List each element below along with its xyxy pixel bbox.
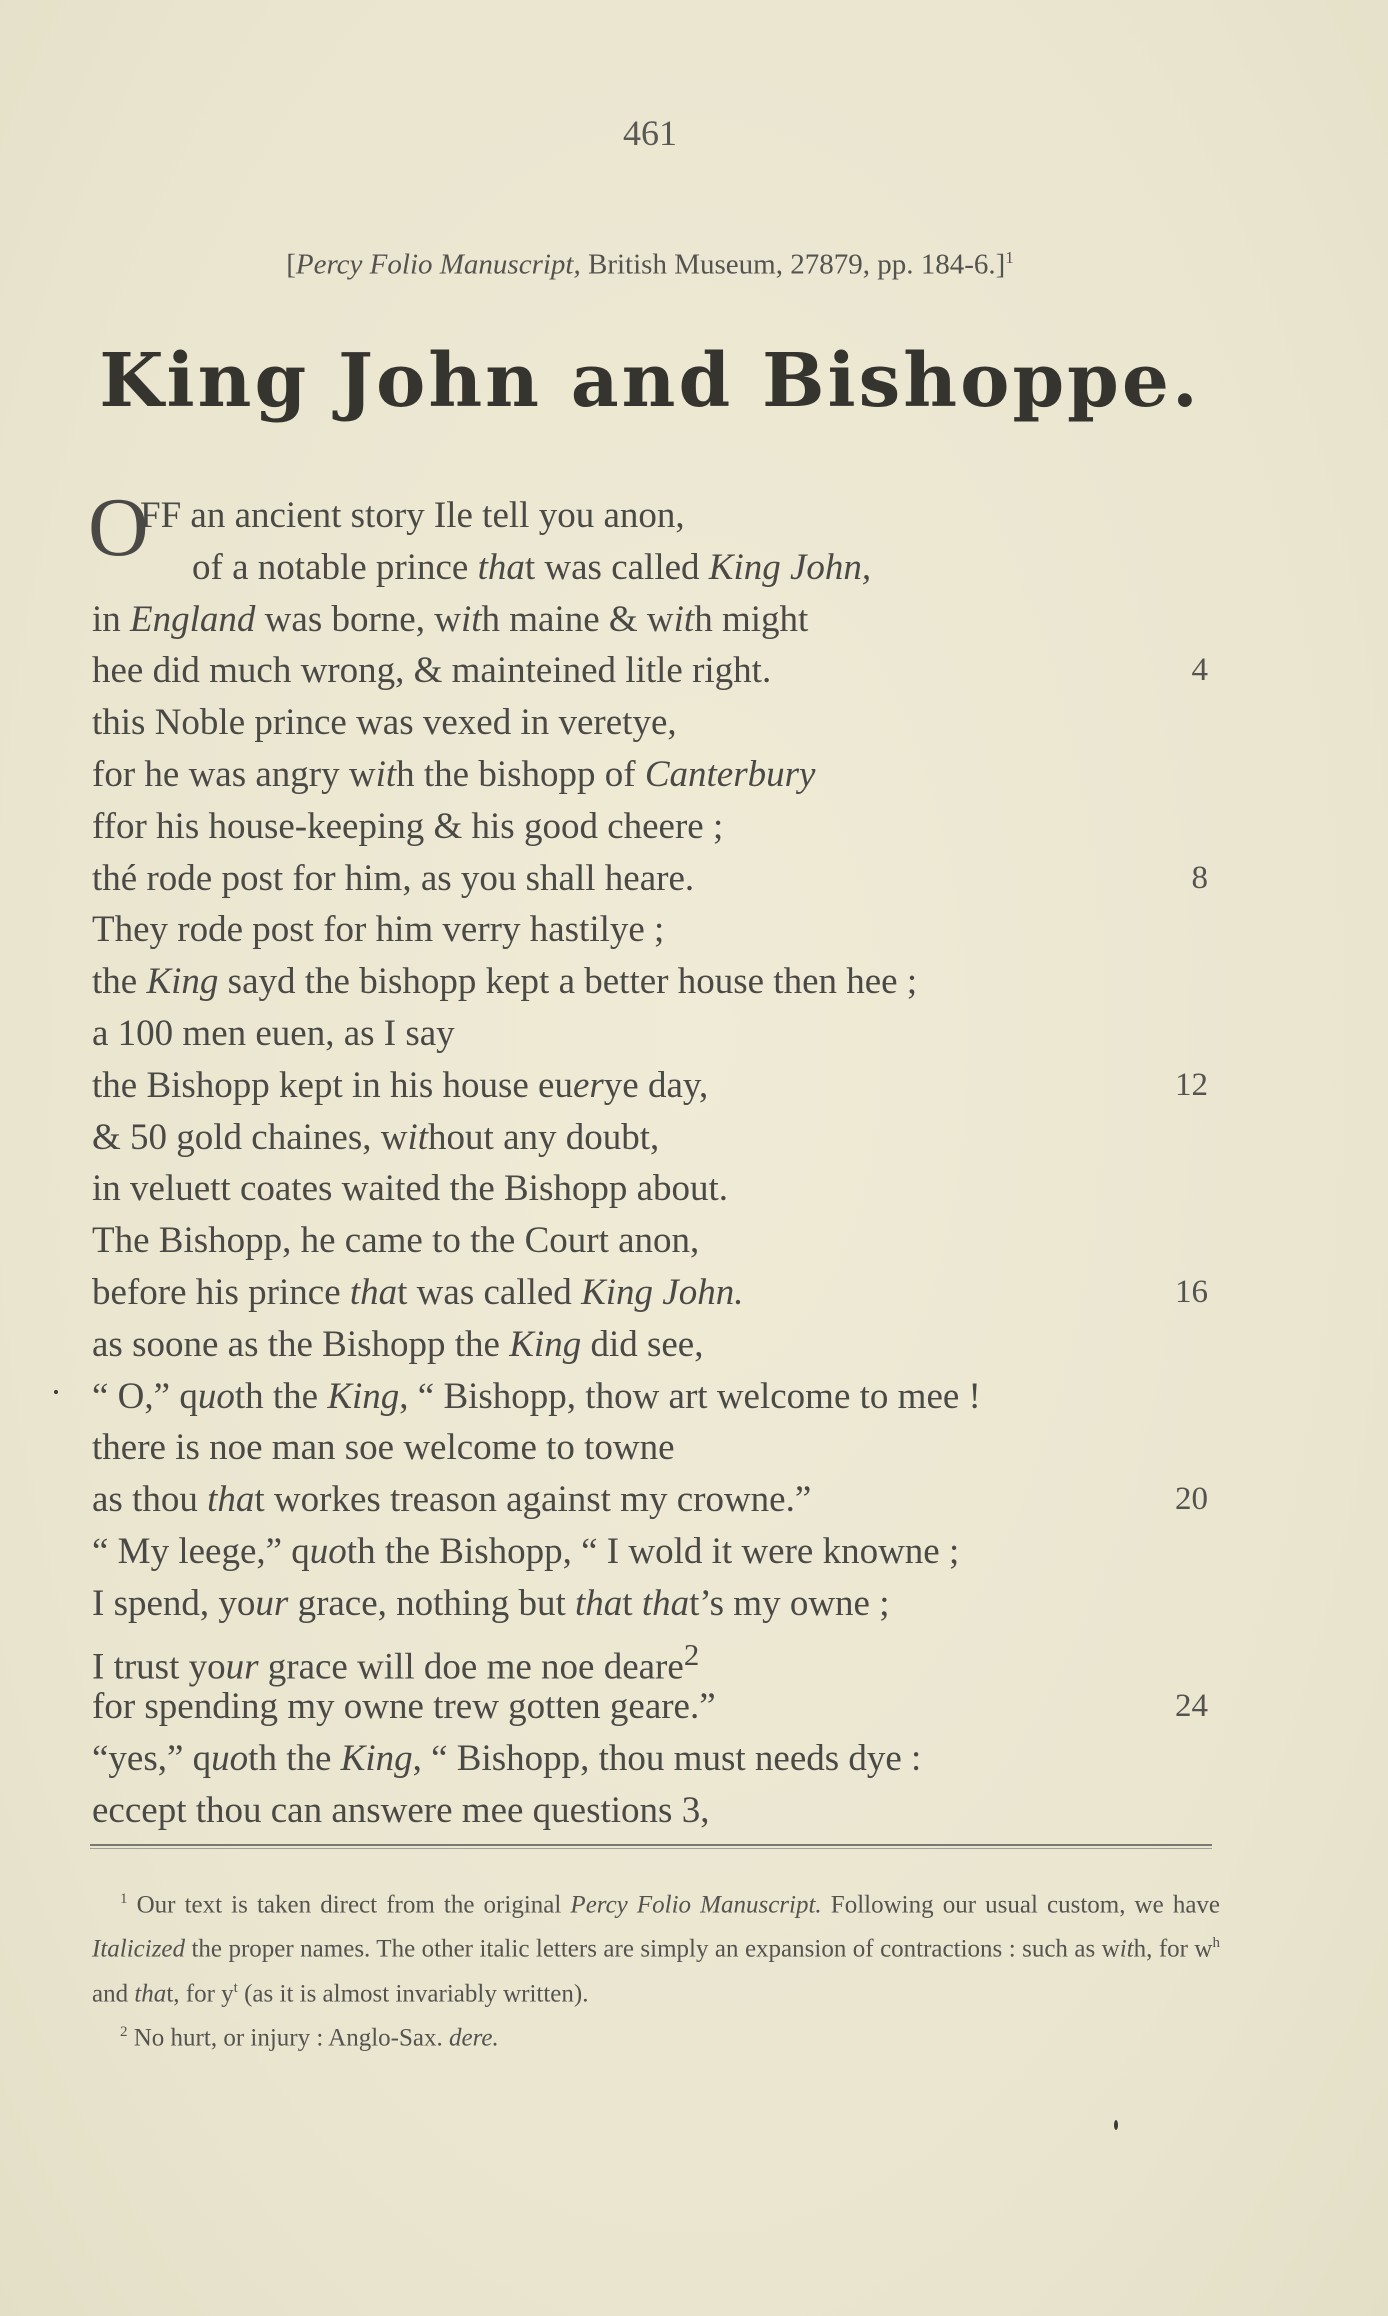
text-segment: No hurt, or injury : Anglo-Sax. xyxy=(127,2024,450,2052)
line-number: 12 xyxy=(1175,1066,1208,1103)
poem-line xyxy=(92,1008,1222,1060)
text-segment: hee did much wrong, & mainteined litle right. xyxy=(92,650,772,692)
text-segment: t xyxy=(622,1582,642,1624)
italic-text: tha xyxy=(207,1479,255,1521)
text-segment: in veluett coates waited the Bishopp about. xyxy=(92,1168,729,1210)
text-segment: & 50 gold chaines, w xyxy=(92,1116,408,1158)
text-segment: t, for y xyxy=(166,1979,234,2007)
text-segment: grace will doe me noe deare xyxy=(258,1645,684,1687)
poem-line xyxy=(92,904,1222,956)
italic-text: King xyxy=(509,1323,582,1365)
poem-line xyxy=(92,1785,1222,1837)
text-segment: sayd the bishopp kept a better house then hee ; xyxy=(218,961,918,1003)
text-segment: h, for w xyxy=(1133,1935,1213,1963)
source-details: British Museum, 27879, pp. 184-6.] xyxy=(580,248,1006,281)
italic-text: it xyxy=(407,1116,429,1158)
superscript: t xyxy=(233,1979,238,1996)
text-segment: hout any doubt, xyxy=(428,1116,660,1158)
source-open-bracket: [ xyxy=(286,248,296,281)
text-segment: Following our usual custom, we have xyxy=(821,1891,1221,1919)
text-segment: this Noble prince was vexed in veretye, xyxy=(92,702,677,744)
text-segment: th the xyxy=(248,1738,341,1780)
poem-line xyxy=(92,697,1222,749)
footnote-marker: 2 xyxy=(120,2023,128,2040)
text-segment: FF an ancient story Ile tell you anon, xyxy=(140,495,685,536)
footnote-1 xyxy=(92,1880,1220,2013)
text-segment: ye day, xyxy=(603,1064,709,1106)
italic-text: tha xyxy=(477,546,525,588)
poem-line xyxy=(92,1215,1222,1267)
italic-text: ur xyxy=(255,1582,289,1624)
text-segment: “yes,” q xyxy=(92,1738,212,1780)
italic-text: King xyxy=(340,1738,413,1780)
italic-text: er xyxy=(572,1064,604,1106)
poem-line xyxy=(92,1422,1222,1474)
page-number: 461 xyxy=(623,113,677,153)
text-segment: “ My leege,” q xyxy=(92,1530,310,1572)
poem-line xyxy=(92,1474,1222,1526)
text-segment: The Bishopp, he came to the Court anon, xyxy=(92,1220,700,1262)
text-segment: h might xyxy=(694,598,809,640)
source-citation xyxy=(0,248,1300,282)
footnote-marker: 1 xyxy=(120,1891,128,1907)
poem-line xyxy=(92,1060,1222,1112)
line-number: 20 xyxy=(1175,1481,1208,1518)
superscript: h xyxy=(1212,1935,1220,1952)
footnote-divider-inner xyxy=(90,1848,1212,1849)
italic-text: dere. xyxy=(449,2024,499,2052)
line-number: 8 xyxy=(1191,859,1208,896)
italic-text: Percy Folio Manuscript. xyxy=(570,1891,822,1919)
text-segment: ffor his house-keeping & his good cheere ; xyxy=(92,805,724,847)
text-segment: of a notable prince xyxy=(192,546,478,588)
italic-text: tha xyxy=(641,1582,690,1624)
text-segment: there is noe man soe welcome to towne xyxy=(92,1427,675,1469)
text-segment: (as it is almost invariably written). xyxy=(237,1979,589,2007)
poem-line xyxy=(92,1526,1222,1578)
text-segment: They rode post for him verry hastilye ; xyxy=(92,909,665,951)
text-segment: in xyxy=(92,598,131,640)
italic-text: tha xyxy=(349,1271,398,1313)
source-manuscript-title: Percy Folio Manuscript, xyxy=(295,248,581,281)
poem-line xyxy=(92,1630,1222,1687)
text-segment: grace, nothing but xyxy=(288,1582,575,1624)
italic-text: Canterbury xyxy=(644,753,816,795)
poem-body xyxy=(88,481,1222,1837)
poem-line xyxy=(92,1163,1222,1215)
poem-line xyxy=(92,1267,1222,1319)
poem-line-text xyxy=(92,495,685,536)
footnote-reference: 1 xyxy=(1005,248,1014,267)
text-segment: eccept thou can answere mee questions 3, xyxy=(92,1789,710,1831)
text-segment: , “ Bishopp, thow art welcome to mee ! xyxy=(399,1375,981,1417)
text-segment: , “ Bishopp, thou must needs dye : xyxy=(412,1738,922,1780)
text-segment: t was called xyxy=(397,1271,582,1313)
text-segment: a 100 men euen, as I say xyxy=(92,1012,455,1054)
text-segment: th the Bishopp, “ I wold it were knowne ; xyxy=(346,1530,960,1572)
text-segment: the xyxy=(92,961,147,1003)
text-segment: and xyxy=(92,1979,135,2007)
line-number: 16 xyxy=(1175,1273,1208,1310)
italic-text: it xyxy=(375,753,397,795)
italic-text: England xyxy=(130,598,256,640)
text-segment: h the bishopp of xyxy=(396,753,645,795)
italic-text: it xyxy=(1119,1935,1134,1963)
text-segment: before his prince xyxy=(92,1271,350,1313)
italic-text: tha xyxy=(575,1582,623,1624)
footnotes xyxy=(92,1880,1220,2057)
footnote-2 xyxy=(92,2013,1220,2057)
poem-line xyxy=(92,1733,1222,1785)
footnote-divider xyxy=(90,1844,1212,1846)
poem-line xyxy=(92,1578,1222,1630)
text-segment: as soone as the Bishopp the xyxy=(92,1323,510,1365)
poem-title: King John and Bishoppe. xyxy=(99,338,1201,424)
print-speck xyxy=(54,1390,58,1394)
text-segment: as thou xyxy=(92,1479,208,1521)
italic-text: King John, xyxy=(708,546,872,588)
poem-line xyxy=(92,801,1222,853)
italic-text: King xyxy=(146,961,219,1003)
italic-text: it xyxy=(460,598,482,640)
text-segment: t workes treason against my crowne.” xyxy=(254,1479,812,1521)
italic-text: it xyxy=(673,598,695,640)
text-segment: was borne, w xyxy=(255,598,461,640)
poem-line xyxy=(92,749,1222,801)
line-number: 24 xyxy=(1175,1688,1208,1725)
italic-text: ur xyxy=(225,1645,259,1687)
text-segment: for he was angry w xyxy=(92,753,376,795)
line-number: 4 xyxy=(1191,652,1208,689)
text-segment: for spending my owne trew gotten geare.” xyxy=(92,1686,716,1728)
poem-line xyxy=(92,956,1222,1008)
italic-text: King John. xyxy=(581,1271,744,1313)
text-segment: t was called xyxy=(524,546,709,588)
poem-line xyxy=(92,645,1222,697)
italic-text: uo xyxy=(211,1738,249,1780)
text-segment: thé rode post for him, as you shall heare. xyxy=(92,857,695,899)
poem-line xyxy=(92,853,1222,905)
poem-line xyxy=(92,1319,1222,1371)
poem-line xyxy=(92,542,1222,594)
text-segment: I trust yo xyxy=(92,1645,226,1687)
text-segment: th the xyxy=(234,1375,328,1417)
italic-text: tha xyxy=(134,1979,167,2007)
text-segment: t’s my owne ; xyxy=(689,1582,890,1624)
text-segment: the proper names. The other italic letters are simply an expansion of contractions : such as w xyxy=(185,1935,1120,1963)
drop-cap: O xyxy=(88,481,149,574)
text-segment: the Bishopp kept in his house eu xyxy=(92,1064,573,1106)
text-segment: did see, xyxy=(581,1323,704,1365)
text-segment: h maine & w xyxy=(481,598,674,640)
italic-text: uo xyxy=(309,1530,347,1572)
italic-text: uo xyxy=(197,1375,235,1417)
text-segment: “ O,” q xyxy=(92,1375,198,1417)
superscript: 2 xyxy=(683,1637,700,1672)
text-segment: Our text is taken direct from the original xyxy=(127,1891,571,1919)
poem-line xyxy=(92,1371,1222,1423)
text-segment: I spend, yo xyxy=(92,1582,256,1624)
poem-line xyxy=(92,1112,1222,1164)
print-speck xyxy=(1114,2120,1118,2130)
italic-text: Italicized xyxy=(92,1935,186,1963)
italic-text: King xyxy=(327,1375,400,1417)
poem-line xyxy=(92,594,1222,646)
poem-line xyxy=(92,1681,1222,1733)
